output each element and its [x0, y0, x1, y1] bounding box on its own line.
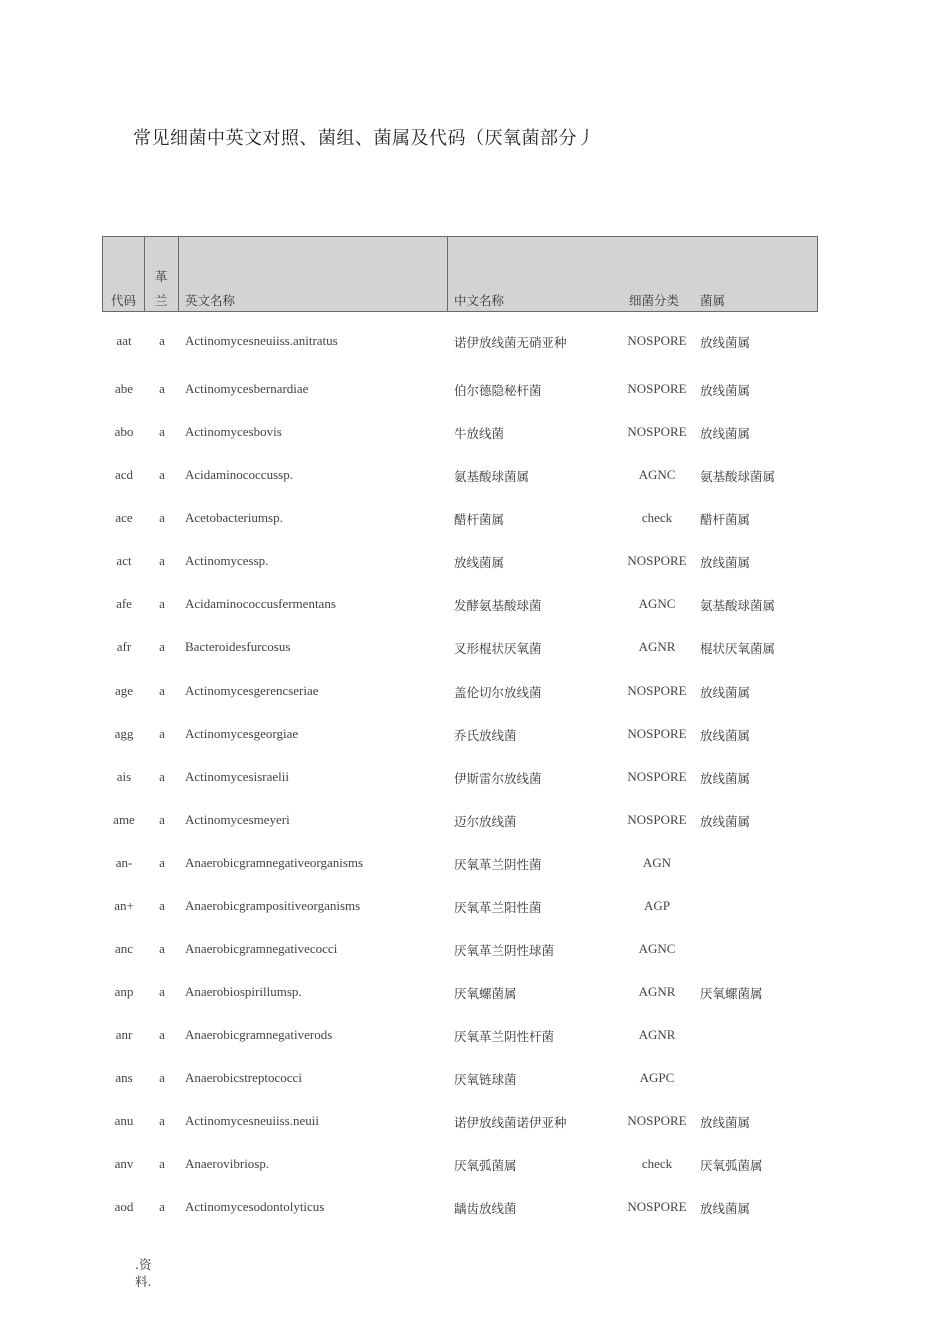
cell-category: NOSPORE [627, 553, 687, 568]
cell-english: Actinomycesneuiiss.anitratus [185, 333, 338, 348]
cell-chinese: 厌氧弧菌属 [454, 1158, 517, 1173]
cell-english: Actinomycesmeyeri [185, 812, 290, 827]
header-genus: 菌属 [700, 293, 726, 308]
footer-line-1: .资 [135, 1257, 152, 1272]
cell-gram: a [159, 1027, 165, 1042]
cell-genus: 放线菌属 [700, 771, 751, 786]
cell-chinese: 厌氧螺菌属 [454, 986, 517, 1001]
cell-chinese: 伯尔德隐秘杆菌 [454, 383, 542, 398]
page-title: 常见细菌中英文对照、菌组、菌属及代码（厌氧菌部分丿 [133, 128, 596, 149]
cell-genus: 氨基酸球菌属 [700, 469, 776, 484]
cell-code: anp [114, 984, 134, 999]
cell-chinese: 盖伦切尔放线菌 [454, 685, 542, 700]
cell-chinese: 醋杆菌属 [454, 512, 505, 527]
cell-category: NOSPORE [627, 726, 687, 741]
cell-genus: 放线菌属 [700, 383, 751, 398]
cell-category: AGP [643, 898, 670, 913]
cell-gram: a [159, 510, 165, 525]
cell-category: AGNR [638, 639, 676, 654]
cell-chinese: 乔氏放线菌 [454, 728, 517, 743]
cell-english: Bacteroidesfurcosus [185, 639, 291, 654]
cell-chinese: 龋齿放线菌 [454, 1201, 517, 1216]
header-gram [155, 237, 175, 311]
cell-english: Actinomycesneuiiss.neuii [185, 1113, 319, 1128]
cell-genus: 放线菌属 [700, 685, 751, 700]
cell-genus: 放线菌属 [700, 814, 751, 829]
cell-chinese: 诺伊放线菌诺伊亚种 [454, 1115, 567, 1130]
header-chinese: 中文名称 [454, 293, 505, 308]
cell-english: Actinomycesbernardiae [185, 381, 309, 396]
cell-gram: a [159, 941, 165, 956]
table-header [102, 236, 818, 312]
cell-code: aod [114, 1199, 134, 1214]
header-category: 细菌分类 [629, 293, 680, 308]
cell-code: ais [116, 769, 132, 784]
cell-chinese: 厌氧革兰阴性球菌 [454, 943, 555, 958]
cell-gram: a [159, 855, 165, 870]
cell-category: NOSPORE [627, 769, 687, 784]
cell-chinese: 厌氧链球菌 [454, 1072, 517, 1087]
cell-category: AGNR [638, 1027, 676, 1042]
cell-chinese: 发酵氨基酸球菌 [454, 598, 542, 613]
cell-category: AGNC [638, 596, 676, 611]
cell-genus: 放线菌属 [700, 335, 751, 350]
cell-category: NOSPORE [627, 1113, 687, 1128]
cell-chinese: 伊斯雷尔放线菌 [454, 771, 542, 786]
cell-english: Actinomycesisraelii [185, 769, 289, 784]
cell-genus: 厌氧螺菌属 [700, 986, 763, 1001]
cell-chinese: 放线菌属 [454, 555, 505, 570]
footer [135, 1256, 151, 1290]
cell-category: AGN [642, 855, 672, 870]
header-gram-bottom: 兰 [155, 293, 168, 308]
cell-gram: a [159, 984, 165, 999]
cell-genus: 放线菌属 [700, 555, 751, 570]
cell-english: Anaerobicstreptococci [185, 1070, 302, 1085]
cell-gram: a [159, 1070, 165, 1085]
cell-english: Anaerobicgramnegativeorganisms [185, 855, 364, 870]
cell-code: afe [116, 596, 132, 611]
cell-english: Actinomycesbovis [185, 424, 282, 439]
cell-genus: 厌氧弧菌属 [700, 1158, 763, 1173]
cell-english: Anaerobicgrampositiveorganisms [185, 898, 361, 913]
cell-chinese: 诺伊放线菌无硝亚种 [454, 335, 567, 350]
cell-code: anc [114, 941, 134, 956]
cell-gram: a [159, 381, 165, 396]
cell-code: abe [114, 381, 134, 396]
cell-gram: a [159, 639, 165, 654]
cell-genus: 放线菌属 [700, 728, 751, 743]
cell-category: NOSPORE [627, 812, 687, 827]
cell-category: NOSPORE [627, 424, 687, 439]
cell-gram: a [159, 1199, 165, 1214]
cell-code: an- [115, 855, 133, 870]
cell-english: Anaerovibriosp. [185, 1156, 270, 1171]
cell-chinese: 厌氧革兰阴性菌 [454, 857, 542, 872]
cell-code: abo [114, 424, 134, 439]
cell-gram: a [159, 683, 165, 698]
cell-gram: a [159, 898, 165, 913]
column-divider [447, 237, 448, 311]
cell-chinese: 牛放线菌 [454, 426, 505, 441]
cell-gram: a [159, 769, 165, 784]
cell-category: AGNC [638, 467, 676, 482]
header-code: 代码 [111, 293, 137, 308]
footer-line-2: 料. [135, 1274, 152, 1289]
cell-genus: 氨基酸球菌属 [700, 598, 776, 613]
cell-gram: a [159, 553, 165, 568]
cell-english: Anaerobiospirillumsp. [185, 984, 302, 999]
cell-english: Acetobacteriumsp. [185, 510, 283, 525]
cell-english: Acidaminococcussp. [185, 467, 293, 482]
cell-code: anu [114, 1113, 134, 1128]
cell-code: agg [114, 726, 134, 741]
cell-english: Actinomycessp. [185, 553, 269, 568]
cell-code: act [116, 553, 132, 568]
cell-code: aat [116, 333, 132, 348]
cell-gram: a [159, 1156, 165, 1171]
header-gram-top: 革 [155, 269, 168, 284]
cell-code: anr [115, 1027, 133, 1042]
cell-chinese: 厌氧革兰阳性菌 [454, 900, 542, 915]
cell-chinese: 厌氧革兰阴性杆菌 [454, 1029, 555, 1044]
cell-gram: a [159, 424, 165, 439]
cell-code: age [114, 683, 134, 698]
cell-category: AGNC [638, 941, 676, 956]
cell-code: acd [114, 467, 134, 482]
cell-category: check [641, 1156, 673, 1171]
cell-english: Anaerobicgramnegativecocci [185, 941, 338, 956]
cell-code: ace [115, 510, 133, 525]
cell-category: NOSPORE [627, 381, 687, 396]
cell-chinese: 氨基酸球菌属 [454, 469, 530, 484]
cell-chinese: 叉形棍状厌氧菌 [454, 641, 542, 656]
column-divider [178, 237, 179, 311]
cell-english: Actinomycesodontolyticus [185, 1199, 325, 1214]
cell-gram: a [159, 726, 165, 741]
cell-category: AGNR [638, 984, 676, 999]
cell-gram: a [159, 596, 165, 611]
cell-genus: 醋杆菌属 [700, 512, 751, 527]
cell-category: NOSPORE [627, 333, 687, 348]
cell-code: afr [116, 639, 132, 654]
cell-category: check [641, 510, 673, 525]
cell-gram: a [159, 1113, 165, 1128]
cell-code: ans [115, 1070, 133, 1085]
header-english: 英文名称 [185, 293, 236, 308]
cell-gram: a [159, 333, 165, 348]
cell-code: ame [113, 812, 135, 827]
cell-category: NOSPORE [627, 683, 687, 698]
cell-category: AGPC [639, 1070, 675, 1085]
cell-english: Anaerobicgramnegativerods [185, 1027, 333, 1042]
cell-english: Actinomycesgeorgiae [185, 726, 299, 741]
cell-chinese: 迈尔放线菌 [454, 814, 517, 829]
cell-english: Actinomycesgerencseriae [185, 683, 319, 698]
cell-english: Acidaminococcusfermentans [185, 596, 336, 611]
cell-genus: 放线菌属 [700, 1115, 751, 1130]
cell-genus: 棍状厌氧菌属 [700, 641, 776, 656]
cell-code: an+ [114, 898, 134, 913]
cell-code: anv [114, 1156, 134, 1171]
cell-category: NOSPORE [627, 1199, 687, 1214]
cell-gram: a [159, 467, 165, 482]
cell-genus: 放线菌属 [700, 1201, 751, 1216]
cell-gram: a [159, 812, 165, 827]
cell-genus: 放线菌属 [700, 426, 751, 441]
